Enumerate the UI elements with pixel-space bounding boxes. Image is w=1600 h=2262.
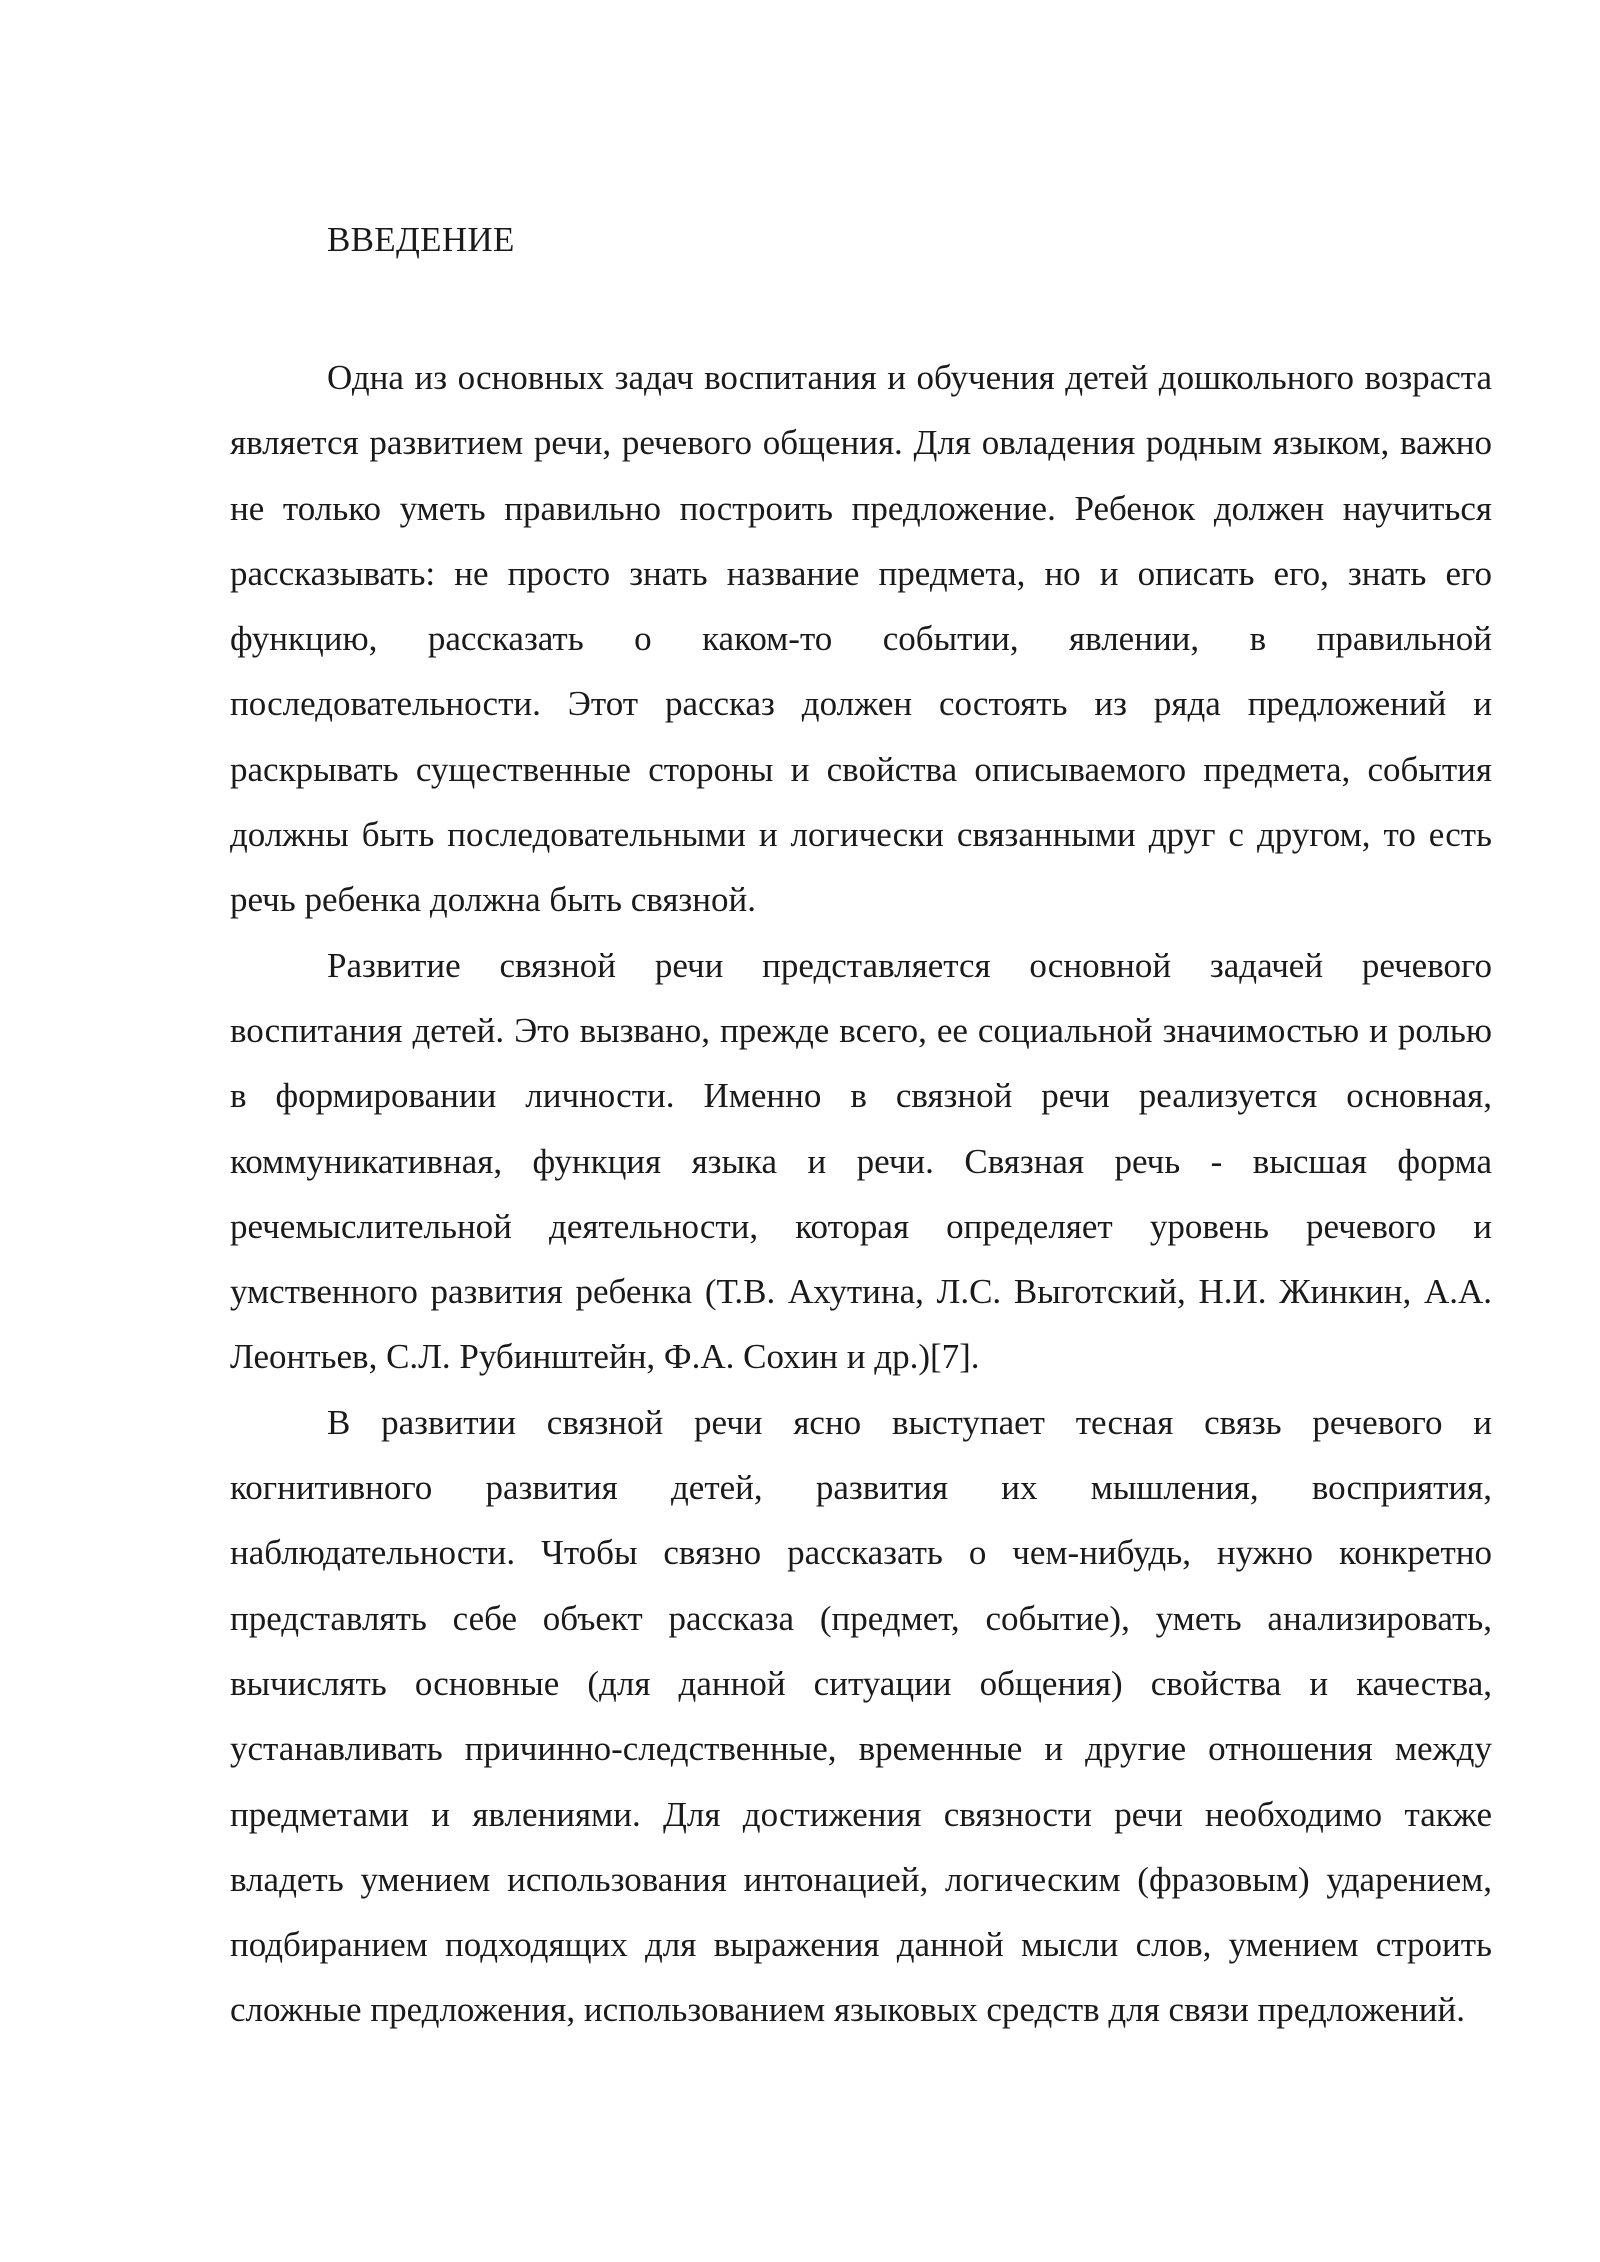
page-title: ВВЕДЕНИЕ [327, 220, 515, 259]
paragraph-1: Одна из основных задач воспитания и обучения детей дошкольного возраста является развитием речи, речевого общения. Для овладения родным языком, важно не только уметь правильно построить предложение. Ребенок должен научиться рассказывать: не просто знать название предмета, но и описать его, знать его функцию, рассказать о каком-то событии, явлении, в правильной последовательности. Этот рассказ должен состоять из ряда предложений и раскрывать существенные стороны и свойства описываемого предмета, события должны быть последовательными и логически связанными друг с другом, то есть речь ребенка должна быть связной. [230, 358, 1492, 920]
paragraph-3: В развитии связной речи ясно выступает тесная связь речевого и когнитивного развития детей, развития их мышления, восприятия, наблюдательности. Чтобы связно рассказать о чем-нибудь, нужно конкретно представлять себе объект рассказа (предмет, событие), уметь анализировать, вычислять основные (для данной ситуации общения) свойства и качества, устанавливать причинно-следственные, временные и другие отношения между предметами и явлениями. Для достижения связности речи необходимо также владеть умением использования интонацией, логическим (фразовым) ударением, подбиранием подходящих для выражения данной мысли слов, умением строить сложные предложения, использованием языковых средств для связи предложений. [230, 1402, 1492, 2030]
body-text [230, 345, 1492, 2043]
paragraph-2: Развитие связной речи представляется основной задачей речевого воспитания детей. Это вызвано, прежде всего, ее социальной значимостью и ролью в формировании личности. Именно в связной речи реализуется основная, коммуникативная, функция языка и речи. Связная речь - высшая форма речемыслительной деятельности, которая определяет уровень речевого и умственного развития ребенка (Т.В. Ахутина, Л.С. Выготский, Н.И. Жинкин, А.А. Леонтьев, С.Л. Рубинштейн, Ф.А. Сохин и др.)[7]. [230, 945, 1492, 1377]
